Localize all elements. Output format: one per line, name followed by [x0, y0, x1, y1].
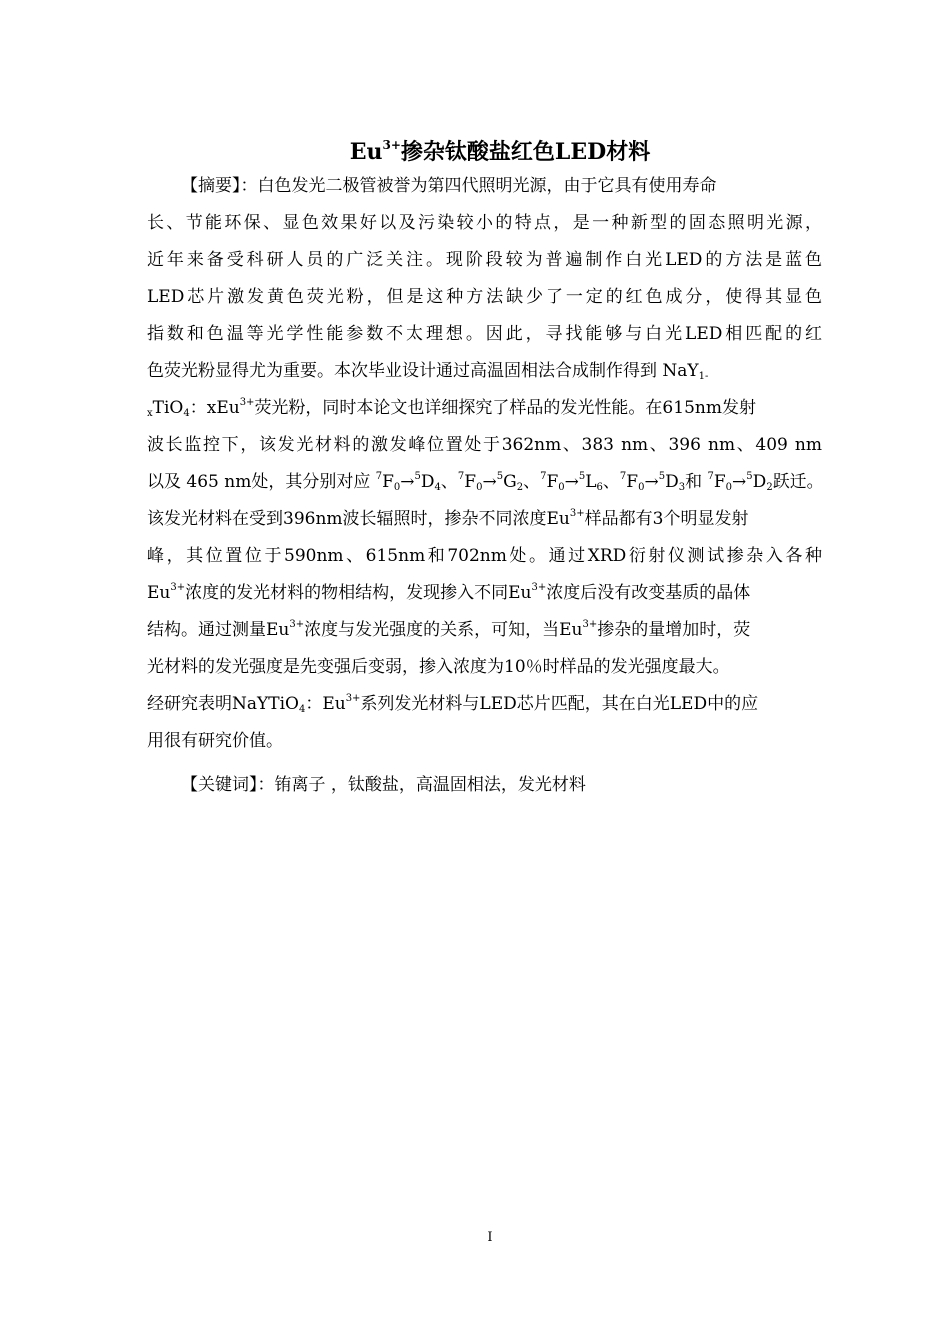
transition-4: $^7F_0\to^5D_3$ — [619, 471, 686, 493]
abstract-line-7: $_x$TiO$_4$：xEu$^{3+}$荧光粉，同时本论文也详细探究了样品的发光性能。在615nm发射 — [147, 397, 756, 419]
keywords-line — [181, 767, 586, 804]
abstract-line-3: 近年来备受科研人员的广泛关注。现阶段较为普遍制作白光LED的方法是蓝色 — [147, 250, 822, 270]
abstract-line-15: 经研究表明NaYTiO$_4$：$Eu^{3+}$系列发光材料与LED芯片匹配，其在白光LED中的应 — [147, 693, 759, 715]
abstract-line-5: 指数和色温等光学性能参数不太理想。因此，寻找能够与白光LED相匹配的红 — [147, 324, 822, 344]
transition-5: $^7F_0\to^5D_2$ — [707, 471, 773, 493]
transition-1: $^7F_0\to^5D_4$ — [375, 471, 441, 493]
abstract-paragraph — [147, 168, 822, 760]
abstract-line-11: 峰，其位置位于590nm、615nm和702nm处。通过XRD衍射仪测试掺杂入各种 — [147, 546, 822, 566]
abstract-line-8: 波长监控下，该发光材料的激发峰位置处于362nm、383 nm、396 nm、409 nm — [147, 435, 822, 455]
abstract-line-16: 用很有研究价值。 — [147, 731, 283, 751]
keywords-label: 【关键词】： — [181, 775, 275, 795]
document-title: $Eu^{3+}$掺杂钛酸盐红色LED材料 — [349, 138, 651, 165]
abstract-line-9: 以及 465 nm处，其分别对应 $^7F_0\to^5D_4$、$^7F_0\to^5G_2$、$^7F_0\to^5L_6$、$^7F_0\to^5D_3$和 $^7F_0\to^5D_2$跃迁。 — [147, 471, 824, 493]
transition-2: $^7F_0\to^5G_2$ — [457, 471, 524, 493]
abstract-line-12: $Eu^{3+}$浓度的发光材料的物相结构，发现掺入不同$Eu^{3+}$浓度后没有改变基质的晶体 — [147, 582, 751, 603]
keywords-text: 铕离子 ，钛酸盐，高温固相法，发光材料 — [274, 775, 586, 795]
abstract-line-6: 色荧光粉显得尤为重要。本次毕业设计通过高温固相法合成制作得到 NaY$_{1-}$ — [147, 361, 709, 382]
abstract-line-13: 结构。通过测量$Eu^{3+}$浓度与发光强度的关系，可知，当$Eu^{3+}$掺杂的量增加时，荧 — [147, 619, 751, 640]
transition-3: $^7F_0\to^5L_6$ — [540, 471, 603, 493]
abstract-line-14: 光材料的发光强度是先变强后变弱，掺入浓度为10％时样品的发光强度最大。 — [147, 657, 730, 677]
abstract-line-1: 【摘要】：白色发光二极管被誉为第四代照明光源，由于它具有使用寿命 — [181, 176, 717, 196]
abstract-line-2: 长、节能环保、显色效果好以及污染较小的特点，是一种新型的固态照明光源， — [147, 213, 822, 233]
abstract-label: 【摘要】： — [181, 176, 258, 196]
abstract-line-10: 该发光材料在受到396nm波长辐照时，掺杂不同浓度$Eu^{3+}$样品都有3个明显发射 — [147, 508, 749, 529]
page-number: I — [487, 1230, 493, 1245]
abstract-line-4: LED芯片激发黄色荧光粉，但是这种方法缺少了一定的红色成分，使得其显色 — [147, 287, 822, 307]
